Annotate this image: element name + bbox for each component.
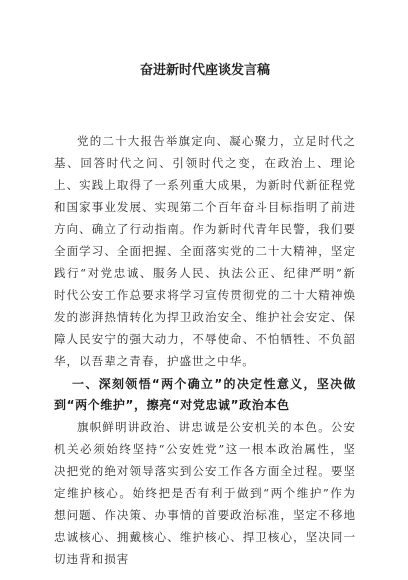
section-heading-1: 一、深刻领悟“两个确立”的决定性意义，坚决做到“两个维护”，擦亮“对党忠诚”政治本色 [54,377,356,412]
body-paragraph-intro: 党的二十大报告举旗定向、凝心聚力，立足时代之基、回答时代之问、引领时代之变，在政治上、理论上、实践上取得了一系列重大成果，为新时代新征程党和国家事业发展、实现第二个百年奋斗目标指明了前进方向、确立了行动指南。作为新时代青年民警，我们要全面学习、全面把握、全面落实党的二十大精神，坚定践行“对党忠诚、服务人民、执法公正、纪律严明”新时代公安工作总要求将学习宣传贯彻党的二十大精神焕发的澎湃热情转化为捍卫政治安全、维护社会安定、保障人民安宁的强大动力，不辱使命、不怕牺牲、不负韶华，以吾辈之青春，护盛世之中华。 [54,134,356,368]
body-paragraph-section-1: 旗帜鲜明讲政治、讲忠诚是公安机关的本色。公安机关必须始终坚持“公安姓党”这一根本政治属性，坚决把党的绝对领导落实到公安工作各方面全过程。要坚定维护核心。始终把是否有利于做到“两个维护”作为想问题、作决策、办事情的首要政治标准，坚定不移地忠诚核心、拥戴核心、维护核心、捍卫核心，坚决同一切违背和损害 [54,420,356,566]
document-title: 奋进新时代座谈发言稿 [139,63,270,78]
